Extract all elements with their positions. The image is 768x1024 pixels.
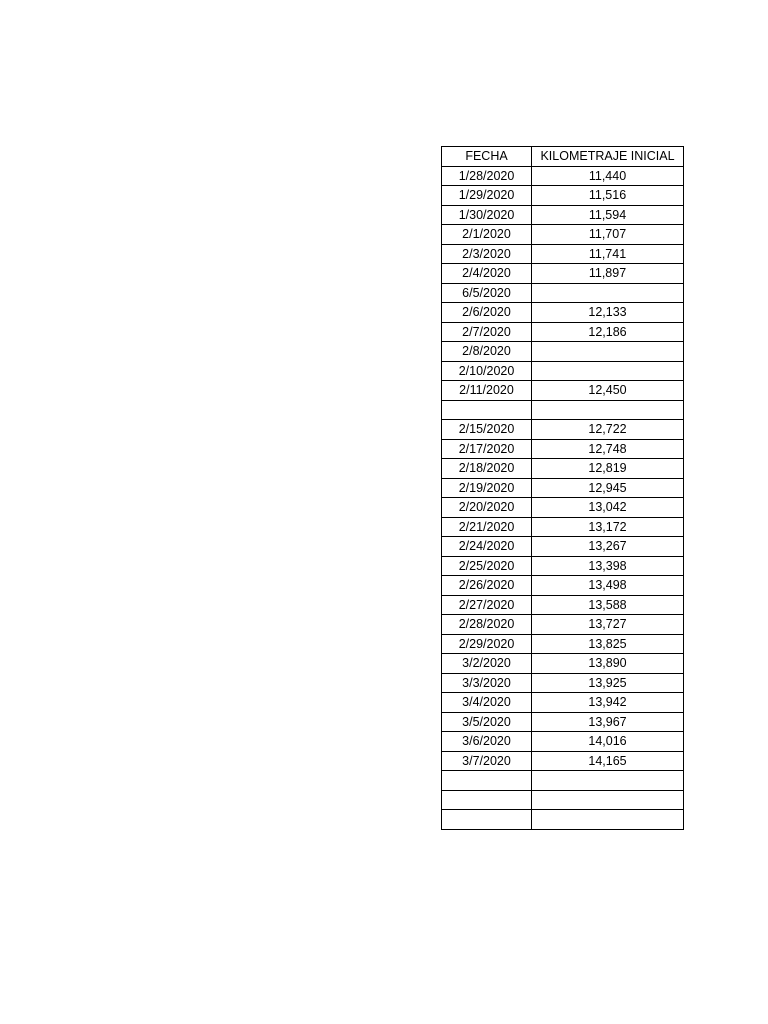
date-cell: 2/28/2020 — [442, 615, 532, 635]
table-row — [442, 712, 684, 732]
date-cell: 2/27/2020 — [442, 595, 532, 615]
kilometraje-cell: 13,727 — [532, 615, 684, 635]
date-cell: 1/28/2020 — [442, 166, 532, 186]
date-cell: 3/4/2020 — [442, 693, 532, 713]
table-body — [442, 166, 684, 829]
date-cell: 2/19/2020 — [442, 478, 532, 498]
table-row — [442, 517, 684, 537]
table-row — [442, 595, 684, 615]
kilometraje-cell: 12,722 — [532, 420, 684, 440]
table-row — [442, 751, 684, 771]
table-row — [442, 322, 684, 342]
date-cell — [442, 810, 532, 830]
table-row — [442, 361, 684, 381]
table-row — [442, 790, 684, 810]
kilometraje-cell: 13,967 — [532, 712, 684, 732]
kilometraje-cell: 11,897 — [532, 264, 684, 284]
kilometraje-cell — [532, 810, 684, 830]
kilometraje-cell — [532, 771, 684, 791]
header-row — [442, 147, 684, 167]
kilometraje-cell: 13,498 — [532, 576, 684, 596]
table-row — [442, 634, 684, 654]
table-row — [442, 615, 684, 635]
table-row — [442, 244, 684, 264]
mileage-table — [441, 146, 684, 830]
kilometraje-cell: 14,165 — [532, 751, 684, 771]
date-cell: 3/2/2020 — [442, 654, 532, 674]
date-cell: 2/4/2020 — [442, 264, 532, 284]
kilometraje-cell: 11,440 — [532, 166, 684, 186]
date-cell: 2/11/2020 — [442, 381, 532, 401]
table-row — [442, 732, 684, 752]
kilometraje-cell: 11,594 — [532, 205, 684, 225]
table-row — [442, 478, 684, 498]
table-row — [442, 576, 684, 596]
kilometraje-cell: 13,942 — [532, 693, 684, 713]
date-cell: 1/29/2020 — [442, 186, 532, 206]
kilometraje-cell: 12,748 — [532, 439, 684, 459]
kilometraje-cell — [532, 361, 684, 381]
table-row — [442, 420, 684, 440]
table-row — [442, 342, 684, 362]
date-cell: 3/5/2020 — [442, 712, 532, 732]
date-cell: 2/7/2020 — [442, 322, 532, 342]
table-row — [442, 673, 684, 693]
date-cell: 2/3/2020 — [442, 244, 532, 264]
date-cell: 2/17/2020 — [442, 439, 532, 459]
table-row — [442, 459, 684, 479]
date-cell — [442, 790, 532, 810]
kilometraje-cell: 13,398 — [532, 556, 684, 576]
kilometraje-cell: 14,016 — [532, 732, 684, 752]
date-cell: 2/10/2020 — [442, 361, 532, 381]
table-row — [442, 400, 684, 420]
table-row — [442, 498, 684, 518]
date-cell: 2/20/2020 — [442, 498, 532, 518]
kilometraje-cell: 11,707 — [532, 225, 684, 245]
table-row — [442, 693, 684, 713]
date-cell: 2/21/2020 — [442, 517, 532, 537]
kilometraje-cell: 11,741 — [532, 244, 684, 264]
kilometraje-cell: 13,825 — [532, 634, 684, 654]
header-fecha: FECHA — [442, 147, 532, 167]
table-row — [442, 381, 684, 401]
table-row — [442, 810, 684, 830]
table-row — [442, 303, 684, 323]
table-header — [442, 147, 684, 167]
date-cell — [442, 400, 532, 420]
table-row — [442, 283, 684, 303]
date-cell: 2/29/2020 — [442, 634, 532, 654]
kilometraje-cell: 13,172 — [532, 517, 684, 537]
kilometraje-cell: 12,450 — [532, 381, 684, 401]
date-cell: 2/24/2020 — [442, 537, 532, 557]
table-row — [442, 205, 684, 225]
date-cell: 3/6/2020 — [442, 732, 532, 752]
date-cell: 3/3/2020 — [442, 673, 532, 693]
kilometraje-cell: 12,186 — [532, 322, 684, 342]
table-row — [442, 166, 684, 186]
date-cell: 2/15/2020 — [442, 420, 532, 440]
kilometraje-cell: 12,945 — [532, 478, 684, 498]
kilometraje-cell: 13,925 — [532, 673, 684, 693]
date-cell: 2/6/2020 — [442, 303, 532, 323]
date-cell: 1/30/2020 — [442, 205, 532, 225]
table-row — [442, 537, 684, 557]
table-row — [442, 186, 684, 206]
kilometraje-cell: 12,819 — [532, 459, 684, 479]
table-row — [442, 556, 684, 576]
header-kilometraje-inicial: KILOMETRAJE INICIAL — [532, 147, 684, 167]
date-cell: 6/5/2020 — [442, 283, 532, 303]
date-cell — [442, 771, 532, 791]
kilometraje-cell — [532, 342, 684, 362]
table-row — [442, 654, 684, 674]
kilometraje-cell: 12,133 — [532, 303, 684, 323]
date-cell: 2/18/2020 — [442, 459, 532, 479]
kilometraje-cell: 13,890 — [532, 654, 684, 674]
kilometraje-cell — [532, 283, 684, 303]
date-cell: 2/26/2020 — [442, 576, 532, 596]
table-row — [442, 264, 684, 284]
kilometraje-cell: 13,267 — [532, 537, 684, 557]
kilometraje-cell: 13,042 — [532, 498, 684, 518]
kilometraje-cell: 11,516 — [532, 186, 684, 206]
date-cell: 2/1/2020 — [442, 225, 532, 245]
date-cell: 3/7/2020 — [442, 751, 532, 771]
kilometraje-cell: 13,588 — [532, 595, 684, 615]
date-cell: 2/8/2020 — [442, 342, 532, 362]
table-row — [442, 225, 684, 245]
table-row — [442, 771, 684, 791]
table-row — [442, 439, 684, 459]
kilometraje-cell — [532, 790, 684, 810]
kilometraje-cell — [532, 400, 684, 420]
date-cell: 2/25/2020 — [442, 556, 532, 576]
